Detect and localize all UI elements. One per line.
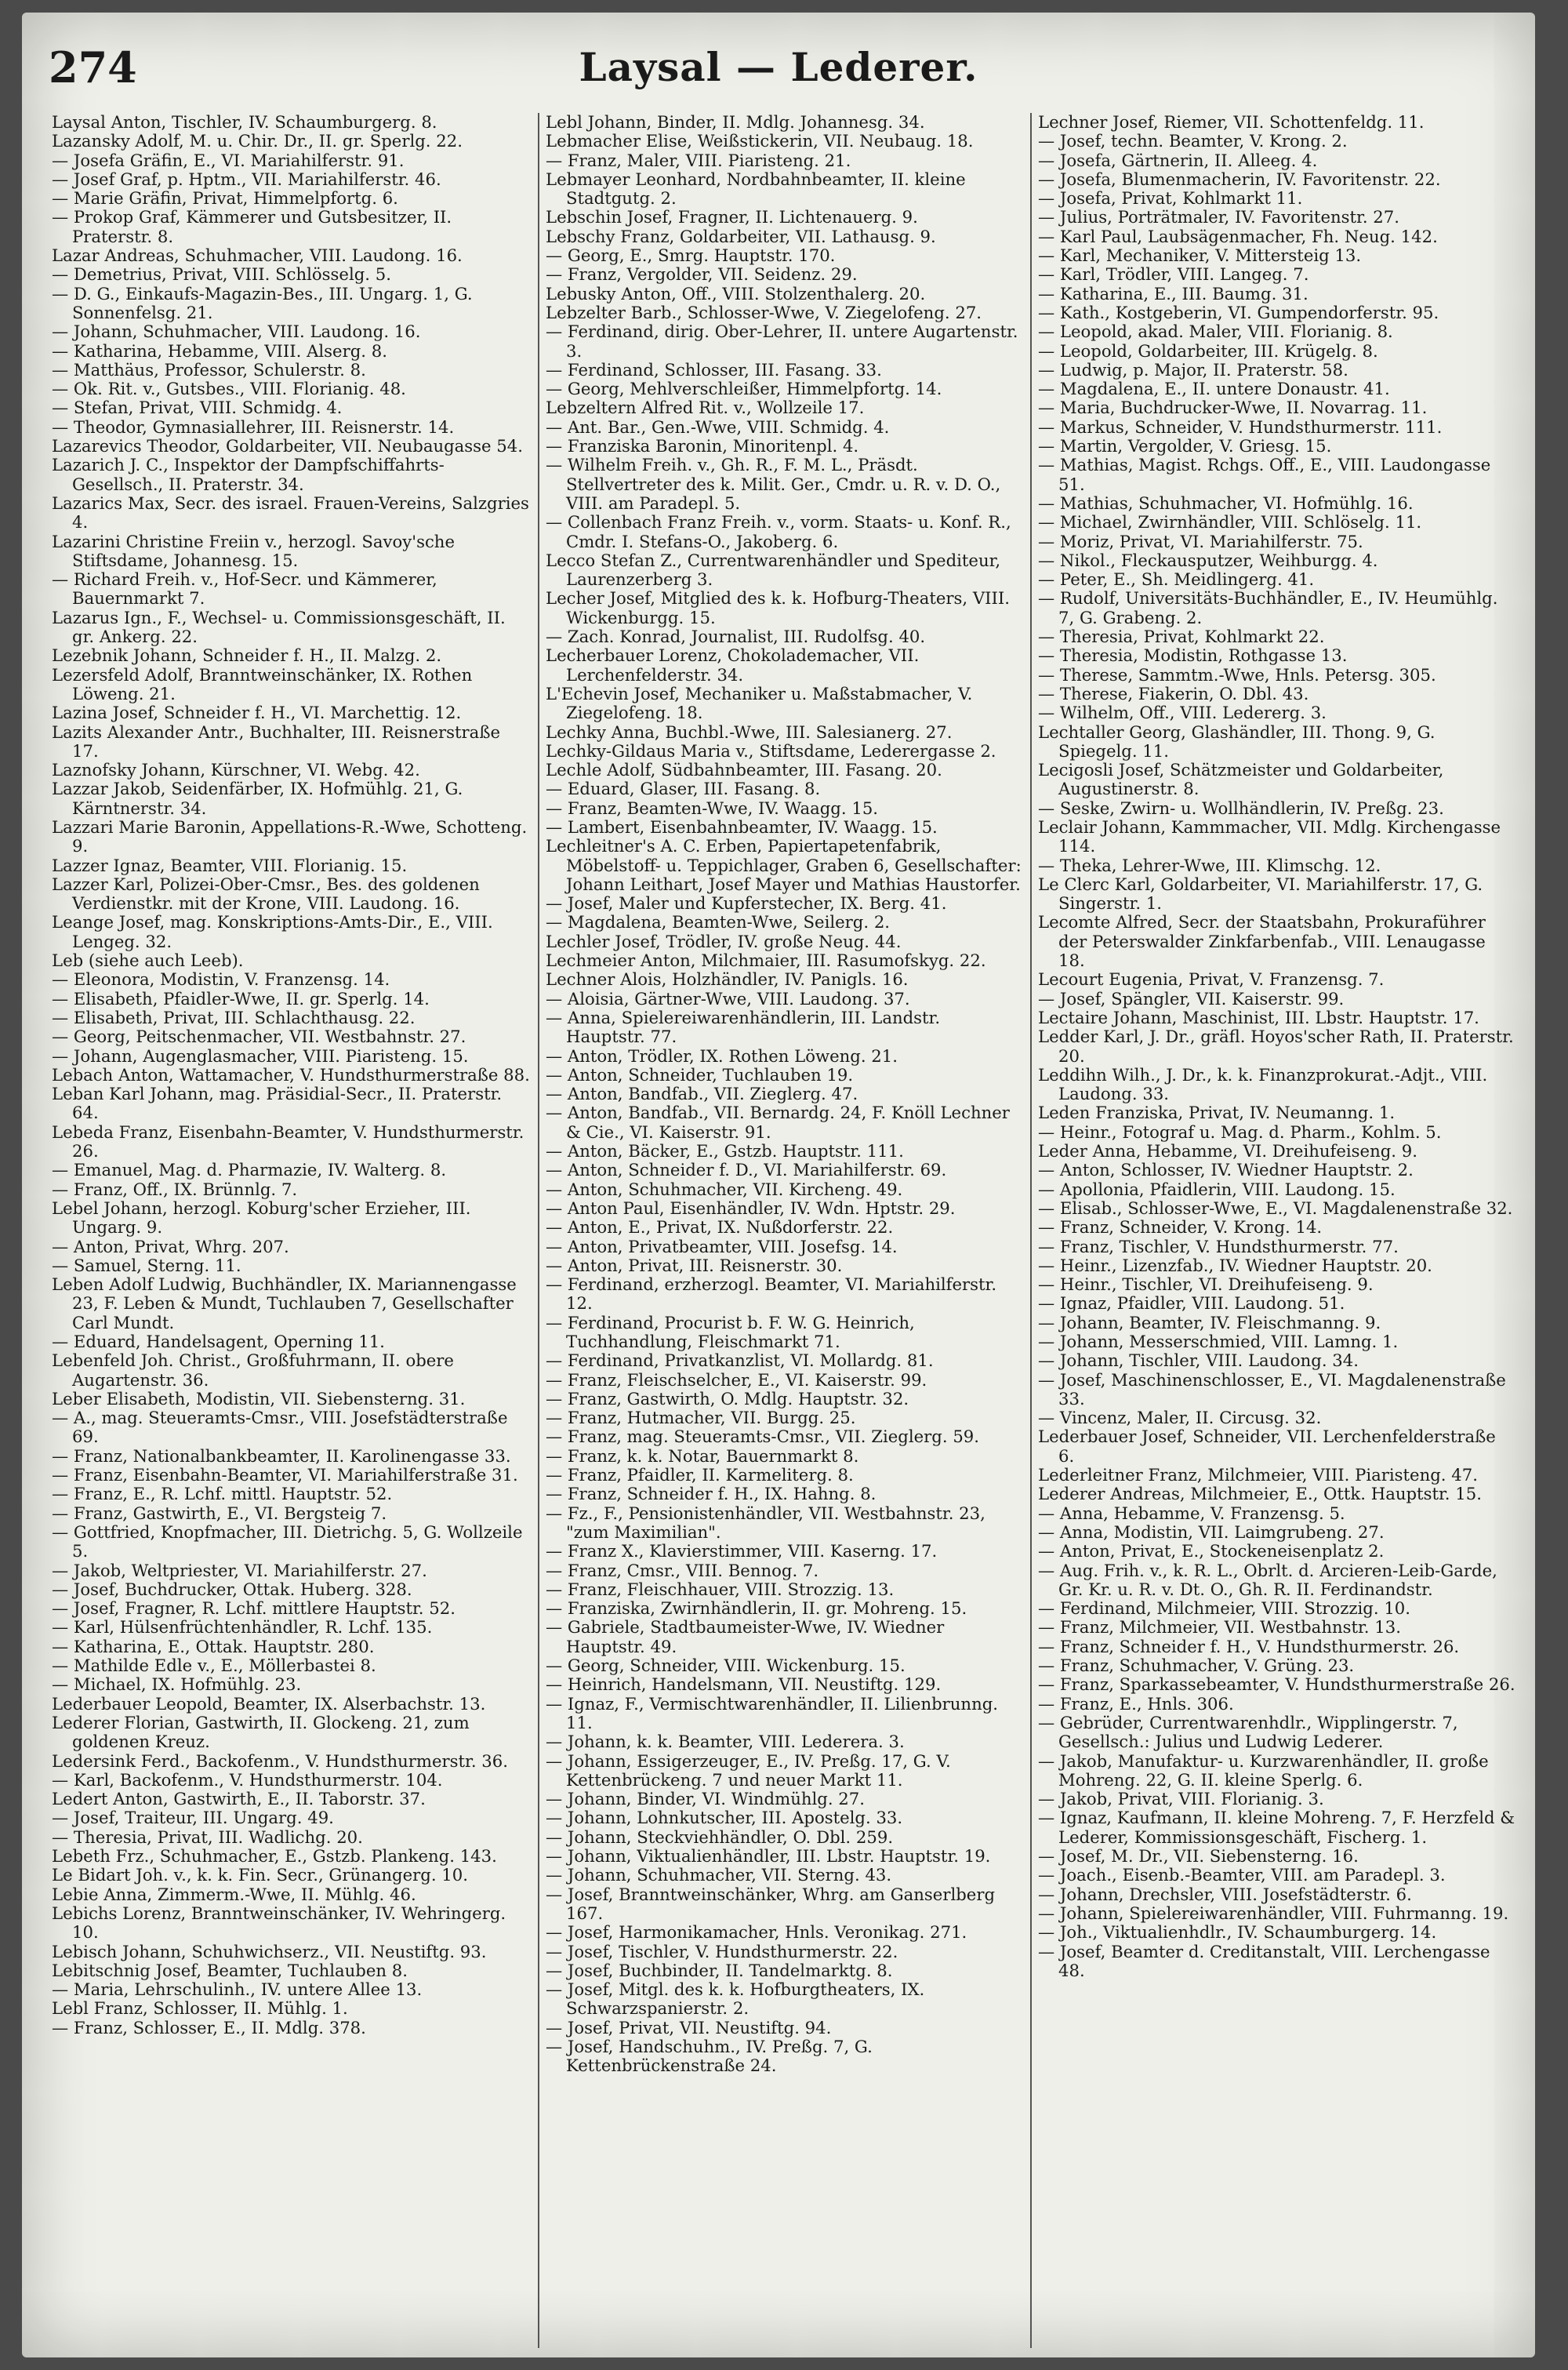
directory-entry: — Johann, Schuhmacher, VII. Sterng. 43. <box>546 1865 892 1885</box>
directory-entry: — Franz X., Klavierstimmer, VIII. Kaserng. 17. <box>546 1541 938 1561</box>
directory-entry: Lederer Andreas, Milchmeier, E., Ottk. Hauptstr. 15. <box>1038 1484 1482 1504</box>
directory-entry: — Franz, Schneider, V. Krong. 14. <box>1038 1217 1323 1238</box>
directory-entry: — Franz, Schuhmacher, V. Grüng. 23. <box>1038 1656 1355 1676</box>
directory-entry: — Eduard, Handelsagent, Operning 11. <box>52 1332 385 1351</box>
directory-entry: — Matthäus, Professor, Schulerstr. 8. <box>52 359 366 380</box>
directory-entry: — Josef, Handschuhm., IV. Preßg. 7, G. Kettenbrückenstraße 24. <box>546 2036 873 2076</box>
directory-entry: Lechky Anna, Buchbl.-Wwe, III. Salesianerg. 27. <box>546 722 953 742</box>
directory-entry: Lecigosli Josef, Schätzmeister und Goldarbeiter, Augustinerstr. 8. <box>1038 760 1444 799</box>
directory-entry: — Zach. Konrad, Journalist, III. Rudolfsg. 40. <box>546 627 926 647</box>
directory-entry: Lebzelter Barb., Schlosser-Wwe, V. Ziegelofeng. 27. <box>546 302 982 322</box>
directory-entry: — Gottfried, Knopfmacher, III. Dietrichg. 5, G. Wollzeile 5. <box>52 1521 523 1561</box>
directory-entry: Lazar Andreas, Schuhmacher, VIII. Laudong. 16. <box>52 245 463 266</box>
directory-entry: — Heinrich, Handelsmann, VII. Neustiftg. 129. <box>546 1674 942 1695</box>
directory-entry: — Katharina, E., Ottak. Hauptstr. 280. <box>52 1636 375 1656</box>
directory-entry: — Johann, Viktualienhändler, III. Lbstr. Hauptstr. 19. <box>546 1846 991 1867</box>
directory-entry: — Josefa, Privat, Kohlmarkt 11. <box>1038 188 1303 209</box>
directory-entry: — Jakob, Weltpriester, VI. Mariahilferstr. 27. <box>52 1560 427 1580</box>
directory-entry: Lebeth Frz., Schuhmacher, E., Gstzb. Plankeng. 143. <box>52 1846 497 1867</box>
directory-entry: — Johann, k. k. Beamter, VIII. Lederera. 3. <box>546 1732 905 1752</box>
directory-entry: — Magdalena, Beamten-Wwe, Seilerg. 2. <box>546 912 891 932</box>
directory-entry: — Anton, Schuhmacher, VII. Kircheng. 49. <box>546 1179 903 1199</box>
directory-entry: — Josef, Harmonikamacher, Hnls. Veronikag. 271. <box>546 1922 967 1943</box>
directory-entry: Ledder Karl, J. Dr., gräfl. Hoyos'scher Rath, II. Praterstr. 20. <box>1038 1027 1514 1066</box>
directory-entry: — Anton, Schneider, Tuchlauben 19. <box>546 1064 854 1085</box>
directory-entry: — Anton, Bandfab., VII. Zieglerg. 47. <box>546 1084 858 1104</box>
directory-entry: — Markus, Schneider, V. Hundsthurmerstr. 111. <box>1038 416 1443 437</box>
directory-entry: Lazzer Karl, Polizei-Ober-Cmsr., Bes. des goldenen Verdienstkr. mit der Krone, VIII. Laudong. 16. <box>52 874 480 914</box>
directory-entry: — Franz, k. k. Notar, Bauernmarkt 8. <box>546 1445 859 1466</box>
directory-entry: — Josef, Branntweinschänker, Whrg. am Ganserlberg 167. <box>546 1884 996 1923</box>
directory-entry: — Ludwig, p. Major, II. Praterstr. 58. <box>1038 359 1348 380</box>
directory-entry: — Franz, E., Hnls. 306. <box>1038 1693 1234 1714</box>
column-right <box>1030 113 1523 2348</box>
directory-entry: — Johann, Schuhmacher, VIII. Laudong. 16. <box>52 322 421 342</box>
directory-entry: — Anton, Schneider f. D., VI. Mariahilferstr. 69. <box>546 1160 947 1180</box>
directory-entry: — Josef, Maschinenschlosser, E., VI. Magdalenenstraße 33. <box>1038 1369 1506 1409</box>
directory-entry: — Seske, Zwirn- u. Wollhändlerin, IV. Preßg. 23. <box>1038 798 1444 818</box>
directory-entry: Lebenfeld Joh. Christ., Großfuhrmann, II. obere Augartenstr. 36. <box>52 1350 454 1390</box>
directory-entry: — Franz, Cmsr., VIII. Bennog. 7. <box>546 1560 819 1580</box>
directory-entry: — Aug. Frih. v., k. R. L., Obrlt. d. Arcieren-Leib-Garde, Gr. Kr. u. R. v. Dt. O., Gh. R. II. Ferdinandstr. <box>1038 1560 1497 1599</box>
directory-entry: — Franz, Gastwirth, E., VI. Bergsteig 7. <box>52 1503 387 1523</box>
directory-entry: Lecourt Eugenia, Privat, V. Franzensg. 7. <box>1038 969 1385 990</box>
directory-entry: Lechky-Gildaus Maria v., Stiftsdame, Lederergasse 2. <box>546 740 996 761</box>
directory-entry: Lazzar Jakob, Seidenfärber, IX. Hofmühlg. 21, G. Kärntnerstr. 34. <box>52 779 463 818</box>
directory-entry: — Franz, Schneider f. H., IX. Hahng. 8. <box>546 1484 877 1504</box>
directory-entry: Lebitschnig Josef, Beamter, Tuchlauben 8. <box>52 1960 408 1980</box>
directory-entry: Lechler Josef, Trödler, IV. große Neug. 44. <box>546 931 902 951</box>
directory-entry: — Franz, Fleischhauer, VIII. Strozzig. 13. <box>546 1579 895 1599</box>
directory-entry: — Franz, Eisenbahn-Beamter, VI. Mariahilferstraße 31. <box>52 1465 518 1485</box>
directory-entry: — Theresia, Modistin, Rothgasse 13. <box>1038 645 1348 666</box>
directory-entry: — D. G., Einkaufs-Magazin-Bes., III. Ungarg. 1, G. Sonnenfelsg. 21. <box>52 283 473 322</box>
directory-entry: — Aloisia, Gärtner-Wwe, VIII. Laudong. 37. <box>546 988 910 1009</box>
directory-entry: — Karl, Hülsenfrüchtenhändler, R. Lchf. 135. <box>52 1617 433 1638</box>
directory-entry: — Mathias, Magist. Rchgs. Off., E., VIII. Laudongasse 51. <box>1038 455 1491 494</box>
directory-entry: — Franz, Gastwirth, O. Mdlg. Hauptstr. 32. <box>546 1388 909 1409</box>
directory-entry: — Anton, E., Privat, IX. Nußdorferstr. 22. <box>546 1217 894 1238</box>
directory-entry: Leclair Johann, Kammmacher, VII. Mdlg. Kirchengasse 114. <box>1038 816 1501 856</box>
directory-entry: — Johann, Essigerzeuger, E., IV. Preßg. 17, G. V. Kettenbrückeng. 7 und neuer Markt 11. <box>546 1750 951 1790</box>
directory-entry: — Nikol., Fleckausputzer, Weihburgg. 4. <box>1038 550 1378 570</box>
directory-entry: — Karl Paul, Laubsägenmacher, Fh. Neug. 142. <box>1038 226 1438 246</box>
directory-entry: — Marie Gräfin, Privat, Himmelpfortg. 6. <box>52 188 398 209</box>
column-left <box>45 113 538 2348</box>
directory-entry: — Elisab., Schlosser-Wwe, E., VI. Magdalenenstraße 32. <box>1038 1198 1513 1218</box>
directory-entry: Lecomte Alfred, Secr. der Staatsbahn, Prokuraführer der Peterswalder Zinkfarbenfab., VIII. Lenaugasse 18. <box>1038 912 1486 971</box>
directory-entry: — Ferdinand, Privatkanzlist, VI. Mollardg. 81. <box>546 1350 934 1371</box>
directory-entry: — Franz, Pfaidler, II. Karmeliterg. 8. <box>546 1465 854 1485</box>
directory-entry: — Anton, Privat, Whrg. 207. <box>52 1236 289 1256</box>
entry-columns <box>45 113 1523 2348</box>
directory-entry: — Ignaz, Pfaidler, VIII. Laudong. 51. <box>1038 1293 1345 1314</box>
directory-entry: Lederer Florian, Gastwirth, II. Glockeng. 21, zum goldenen Kreuz. <box>52 1712 470 1752</box>
directory-entry: Lazarevics Theodor, Goldarbeiter, VII. Neubaugasse 54. <box>52 436 524 456</box>
directory-entry: L'Echevin Josef, Mechaniker u. Maßstabmacher, V. Ziegelofeng. 18. <box>546 683 973 723</box>
directory-entry: — Georg, E., Smrg. Hauptstr. 170. <box>546 245 836 266</box>
directory-entry: — Franz, Sparkassebeamter, V. Hundsthurmerstraße 26. <box>1038 1674 1515 1695</box>
directory-entry: — Karl, Trödler, VIII. Langeg. 7. <box>1038 264 1309 285</box>
directory-entry: — Ignaz, Kaufmann, II. kleine Mohreng. 7, F. Herzfeld & Lederer, Kommissionsgeschäft, Fischerg. 1. <box>1038 1808 1515 1847</box>
directory-entry: — Ferdinand, Procurist b. F. W. G. Heinrich, Tuchhandlung, Fleischmarkt 71. <box>546 1312 915 1351</box>
directory-entry: — Stefan, Privat, VIII. Schmidg. 4. <box>52 398 343 418</box>
directory-entry: — Joh., Viktualienhdlr., IV. Schaumburgerg. 14. <box>1038 1922 1437 1943</box>
directory-entry: Leb (siehe auch Leeb). <box>52 951 244 971</box>
directory-entry: — Anton Paul, Eisenhändler, IV. Wdn. Hptstr. 29. <box>546 1198 956 1218</box>
directory-entry: — Collenbach Franz Freih. v., vorm. Staats- u. Konf. R., Cmdr. I. Stefans-O., Jakoberg. 6. <box>546 512 1011 551</box>
directory-entry: — Theodor, Gymnasiallehrer, III. Reisnerstr. 14. <box>52 416 455 437</box>
directory-entry: — Theresia, Privat, Kohlmarkt 22. <box>1038 627 1325 647</box>
directory-entry: — Katharina, Hebamme, VIII. Alserg. 8. <box>52 340 387 361</box>
directory-entry: Lazarus Ign., F., Wechsel- u. Commissionsgeschäft, II. gr. Ankerg. 22. <box>52 607 506 647</box>
directory-entry: Lebel Johann, herzogl. Koburg'scher Erzieher, III. Ungarg. 9. <box>52 1198 471 1238</box>
directory-entry: — Franziska Baronin, Minoritenpl. 4. <box>546 436 859 456</box>
directory-entry: — Ok. Rit. v., Gutsbes., VIII. Florianig. 48. <box>52 379 406 399</box>
directory-entry: — A., mag. Steueramts-Cmsr., VIII. Josefstädterstraße 69. <box>52 1408 508 1447</box>
directory-entry: — Franz, Schneider f. H., V. Hundsthurmerstr. 26. <box>1038 1636 1460 1656</box>
directory-entry: Lazarics Max, Secr. des israel. Frauen-Vereins, Salzgries 4. <box>52 493 529 533</box>
directory-entry: Lectaire Johann, Maschinist, III. Lbstr. Hauptstr. 17. <box>1038 1007 1479 1027</box>
directory-entry: — Johann, Beamter, IV. Fleischmanng. 9. <box>1038 1312 1381 1332</box>
directory-entry: — Michael, Zwirnhändler, VIII. Schlöselg. 11. <box>1038 512 1422 533</box>
directory-entry: — Moriz, Privat, VI. Mariahilferstr. 75. <box>1038 531 1363 551</box>
directory-entry: — Joach., Eisenb.-Beamter, VIII. am Paradepl. 3. <box>1038 1865 1446 1885</box>
directory-entry: — Georg, Schneider, VIII. Wickenburg. 15. <box>546 1656 906 1676</box>
directory-entry: Lebichs Lorenz, Branntweinschänker, IV. Wehringerg. 10. <box>52 1903 506 1943</box>
directory-entry: — Johann, Messerschmied, VIII. Lamng. 1. <box>1038 1332 1399 1351</box>
directory-entry: — Eduard, Glaser, III. Fasang. 8. <box>546 779 821 799</box>
directory-entry: — Mathias, Schuhmacher, VI. Hofmühlg. 16. <box>1038 493 1414 513</box>
directory-entry: — Michael, IX. Hofmühlg. 23. <box>52 1674 302 1695</box>
directory-entry: — Leopold, Goldarbeiter, III. Krügelg. 8. <box>1038 340 1378 361</box>
directory-entry: — Elisabeth, Privat, III. Schlachthausg. 22. <box>52 1007 416 1027</box>
directory-entry: — Josef Graf, p. Hptm., VII. Mariahilferstr. 46. <box>52 169 441 189</box>
directory-entry: — Magdalena, E., II. untere Donaustr. 41. <box>1038 379 1390 399</box>
directory-entry: — Josef, Tischler, V. Hundsthurmerstr. 22. <box>546 1941 898 1961</box>
directory-entry: Lechtaller Georg, Glashändler, III. Thong. 9, G. Spiegelg. 11. <box>1038 722 1436 761</box>
directory-entry: — Anton, Trödler, IX. Rothen Löweng. 21. <box>546 1045 898 1066</box>
directory-entry: — Josefa, Gärtnerin, II. Alleeg. 4. <box>1038 150 1318 170</box>
directory-entry: — Josef, Spängler, VII. Kaiserstr. 99. <box>1038 988 1345 1009</box>
directory-entry: — Elisabeth, Pfaidler-Wwe, II. gr. Sperlg. 14. <box>52 988 430 1009</box>
directory-entry: — Josef, Traiteur, III. Ungarg. 49. <box>52 1808 334 1828</box>
directory-entry: — Franz, Nationalbankbeamter, II. Karolinengasse 33. <box>52 1445 511 1466</box>
directory-entry: Ledersink Ferd., Backofenm., V. Hundsthurmerstr. 36. <box>52 1750 508 1771</box>
directory-entry: — Ferdinand, Schlosser, III. Fasang. 33. <box>546 359 882 380</box>
directory-entry: — Franz, Fleischselcher, E., VI. Kaiserstr. 99. <box>546 1369 927 1390</box>
directory-entry: — Apollonia, Pfaidlerin, VIII. Laudong. 15. <box>1038 1179 1396 1199</box>
directory-entry: — Josef, Buchbinder, II. Tandelmarktg. 8. <box>546 1960 893 1980</box>
directory-entry: Lazansky Adolf, M. u. Chir. Dr., II. gr. Sperlg. 22. <box>52 131 463 151</box>
directory-entry: — Richard Freih. v., Hof-Secr. und Kämmerer, Bauernmarkt 7. <box>52 569 437 609</box>
directory-entry: — Lambert, Eisenbahnbeamter, IV. Waagg. 15. <box>546 816 938 837</box>
directory-entry: — Ferdinand, erzherzogl. Beamter, VI. Mariahilferstr. 12. <box>546 1274 997 1314</box>
directory-entry: Lederleitner Franz, Milchmeier, VIII. Piaristeng. 47. <box>1038 1465 1478 1485</box>
directory-entry: Lazzer Ignaz, Beamter, VIII. Florianig. 15. <box>52 855 408 875</box>
directory-entry: — Theka, Lehrer-Wwe, III. Klimschg. 12. <box>1038 855 1381 875</box>
directory-entry: — Johann, Augenglasmacher, VIII. Piaristeng. 15. <box>52 1045 469 1066</box>
directory-entry: — Franz, Milchmeier, VII. Westbahnstr. 13. <box>1038 1617 1401 1638</box>
directory-entry: — Franz, Beamten-Wwe, IV. Waagg. 15. <box>546 798 879 818</box>
directory-entry: Lebmayer Leonhard, Nordbahnbeamter, II. kleine Stadtgutg. 2. <box>546 169 966 209</box>
directory-entry: — Wilhelm Freih. v., Gh. R., F. M. L., Präsdt. Stellvertreter des k. Milit. Ger., Cmdr. u. R. v. D. O., VIII. am Paradepl. 5. <box>546 455 1001 513</box>
directory-entry: — Martin, Vergolder, V. Griesg. 15. <box>1038 436 1332 456</box>
directory-entry: Lebschin Josef, Fragner, II. Lichtenauerg. 9. <box>546 207 918 227</box>
directory-entry: Leange Josef, mag. Konskriptions-Amts-Dir., E., VIII. Lengeg. 32. <box>52 912 493 951</box>
directory-entry: Leban Karl Johann, mag. Präsidial-Secr., II. Praterstr. 64. <box>52 1084 503 1123</box>
directory-entry: — Franz, Off., IX. Brünnlg. 7. <box>52 1179 298 1199</box>
directory-entry: Lebzeltern Alfred Rit. v., Wollzeile 17. <box>546 398 865 418</box>
directory-entry: — Demetrius, Privat, VIII. Schlösselg. 5. <box>52 264 391 285</box>
directory-entry: — Josef, M. Dr., VII. Siebensterng. 16. <box>1038 1846 1359 1867</box>
directory-entry: — Anton, Bäcker, E., Gstzb. Hauptstr. 111. <box>546 1141 904 1161</box>
directory-entry: Lebeda Franz, Eisenbahn-Beamter, V. Hundsthurmerstr. 26. <box>52 1121 524 1161</box>
directory-entry: Leder Anna, Hebamme, VI. Dreihufeiseng. 9. <box>1038 1141 1417 1161</box>
directory-entry: — Maria, Lehrschulinh., IV. untere Allee 13. <box>52 1979 423 2000</box>
directory-entry: — Eleonora, Modistin, V. Franzensg. 14. <box>52 969 390 990</box>
directory-entry: — Anna, Spielereiwarenhändlerin, III. Landstr. Hauptstr. 77. <box>546 1007 941 1047</box>
directory-entry: Lebmacher Elise, Weißstickerin, VII. Neubaug. 18. <box>546 131 974 151</box>
directory-entry: — Ant. Bar., Gen.-Wwe, VIII. Schmidg. 4. <box>546 416 890 437</box>
directory-entry: — Gabriele, Stadtbaumeister-Wwe, IV. Wiedner Hauptstr. 49. <box>546 1617 945 1656</box>
directory-entry: Lechner Josef, Riemer, VII. Schottenfeldg. 11. <box>1038 113 1425 132</box>
directory-entry: Lazina Josef, Schneider f. H., VI. Marchettig. 12. <box>52 703 462 723</box>
directory-entry: — Georg, Peitschenmacher, VII. Westbahnstr. 27. <box>52 1027 466 1047</box>
directory-entry: — Maria, Buchdrucker-Wwe, II. Novarrag. 11. <box>1038 398 1428 418</box>
directory-entry: Lecco Stefan Z., Currentwarenhändler und Spediteur, Laurenzerberg 3. <box>546 550 1001 590</box>
directory-entry: — Ferdinand, dirig. Ober-Lehrer, II. untere Augartenstr. 3. <box>546 322 1018 361</box>
directory-entry: — Rudolf, Universitäts-Buchhändler, E., IV. Heumühlg. 7, G. Grabeng. 2. <box>1038 588 1498 627</box>
directory-entry: — Josefa Gräfin, E., VI. Mariahilferstr. 91. <box>52 150 405 170</box>
directory-entry: — Fz., F., Pensionistenhändler, VII. Westbahnstr. 23, "zum Maximilian". <box>546 1503 985 1542</box>
directory-entry: — Kath., Kostgeberin, VI. Gumpendorferstr. 95. <box>1038 302 1439 322</box>
directory-entry: Lebisch Johann, Schuhwichserz., VII. Neustiftg. 93. <box>52 1941 487 1961</box>
directory-entry: Le Bidart Joh. v., k. k. Fin. Secr., Grünangerg. 10. <box>52 1865 468 1885</box>
directory-entry: Lecher Josef, Mitglied des k. k. Hofburg-Theaters, VIII. Wickenburgg. 15. <box>546 588 1010 627</box>
running-head: Laysal — Lederer. <box>579 44 978 90</box>
directory-entry: — Leopold, akad. Maler, VIII. Florianig. 8. <box>1038 322 1393 342</box>
directory-entry: — Georg, Mehlverschleißer, Himmelpfortg. 14. <box>546 379 942 399</box>
directory-entry: Lederbauer Josef, Schneider, VII. Lerchenfelderstraße 6. <box>1038 1427 1496 1466</box>
directory-entry: — Franz, Vergolder, VII. Seidenz. 29. <box>546 264 858 285</box>
directory-entry: — Franz, Hutmacher, VII. Burgg. 25. <box>546 1408 856 1428</box>
directory-entry: — Jakob, Manufaktur- u. Kurzwarenhändler, II. große Mohreng. 22, G. II. kleine Sperlg. 6. <box>1038 1750 1489 1790</box>
directory-entry: — Josef, techn. Beamter, V. Krong. 2. <box>1038 131 1348 151</box>
directory-entry: Lezersfeld Adolf, Branntweinschänker, IX. Rothen Löweng. 21. <box>52 664 473 703</box>
directory-entry: — Karl, Backofenm., V. Hundsthurmerstr. 104. <box>52 1769 443 1790</box>
directory-entry: — Anton, Privat, E., Stockeneisenplatz 2. <box>1038 1541 1385 1561</box>
directory-entry: — Therese, Sammtm.-Wwe, Hnls. Petersg. 305. <box>1038 664 1436 685</box>
directory-entry: — Johann, Drechsler, VIII. Josefstädterstr. 6. <box>1038 1884 1412 1904</box>
directory-entry: — Jakob, Privat, VIII. Florianig. 3. <box>1038 1789 1324 1809</box>
directory-entry: — Emanuel, Mag. d. Pharmazie, IV. Walterg. 8. <box>52 1160 447 1180</box>
directory-entry: Leber Elisabeth, Modistin, VII. Siebensterng. 31. <box>52 1388 466 1409</box>
directory-entry: Lazzari Marie Baronin, Appellations-R.-Wwe, Schotteng. 9. <box>52 816 528 856</box>
directory-entry: — Karl, Mechaniker, V. Mittersteig 13. <box>1038 245 1362 266</box>
directory-entry: — Theresia, Privat, III. Wadlichg. 20. <box>52 1827 363 1847</box>
page-number: 274 <box>49 42 137 93</box>
directory-entry: — Therese, Fiakerin, O. Dbl. 43. <box>1038 683 1309 703</box>
directory-entry: — Josef, Buchdrucker, Ottak. Huberg. 328. <box>52 1579 412 1599</box>
directory-entry: — Gebrüder, Currentwarenhdlr., Wipplingerstr. 7, Gesellsch.: Julius und Ludwig Lederer. <box>1038 1712 1458 1752</box>
directory-entry: — Josef, Fragner, R. Lchf. mittlere Hauptstr. 52. <box>52 1598 456 1619</box>
directory-entry: — Franziska, Zwirnhändlerin, II. gr. Mohreng. 15. <box>546 1598 967 1619</box>
directory-entry: — Heinr., Fotograf u. Mag. d. Pharm., Kohlm. 5. <box>1038 1121 1442 1142</box>
directory-entry: — Prokop Graf, Kämmerer und Gutsbesitzer, II. Praterstr. 8. <box>52 207 452 246</box>
directory-entry: — Josef, Beamter d. Creditanstalt, VIII. Lerchengasse 48. <box>1038 1941 1490 1980</box>
directory-entry: Laznofsky Johann, Kürschner, VI. Webg. 42. <box>52 760 420 780</box>
directory-entry: Laysal Anton, Tischler, IV. Schaumburgerg. 8. <box>52 113 437 132</box>
directory-entry: — Johann, Steckviehhändler, O. Dbl. 259. <box>546 1827 894 1847</box>
directory-entry: Lebie Anna, Zimmerm.-Wwe, II. Mühlg. 46. <box>52 1884 416 1904</box>
directory-entry: — Mathilde Edle v., E., Möllerbastei 8. <box>52 1656 376 1676</box>
directory-entry: — Franz, E., R. Lchf. mittl. Hauptstr. 52. <box>52 1484 393 1504</box>
directory-entry: — Johann, Spielereiwarenhändler, VIII. Fuhrmanng. 19. <box>1038 1903 1509 1923</box>
directory-entry: Lebl Franz, Schlosser, II. Mühlg. 1. <box>52 1998 348 2019</box>
directory-entry: — Johann, Tischler, VIII. Laudong. 34. <box>1038 1350 1359 1371</box>
directory-entry: — Josef, Privat, VII. Neustiftg. 94. <box>546 2017 832 2037</box>
directory-entry: — Heinr., Lizenzfab., IV. Wiedner Hauptstr. 20. <box>1038 1255 1432 1275</box>
directory-entry: — Samuel, Sterng. 11. <box>52 1255 241 1275</box>
directory-entry: Ledert Anton, Gastwirth, E., II. Taborstr. 37. <box>52 1789 426 1809</box>
directory-entry: Lazits Alexander Antr., Buchhalter, III. Reisnerstraße 17. <box>52 722 501 761</box>
directory-entry: Lechleitner's A. C. Erben, Papiertapetenfabrik, Möbelstoff- u. Teppichlager, Graben 6, Gesellschafter: Johann Leithart, Josef Mayer und Mathias Haustorfer. <box>546 836 1022 894</box>
directory-entry: Lebschy Franz, Goldarbeiter, VII. Lathausg. 9. <box>546 226 936 246</box>
directory-entry: — Wilhelm, Off., VIII. Ledererg. 3. <box>1038 703 1327 723</box>
directory-entry: — Franz, Schlosser, E., II. Mdlg. 378. <box>52 2017 366 2037</box>
directory-entry: Lechner Alois, Holzhändler, IV. Panigls. 16. <box>546 969 909 990</box>
directory-page <box>22 13 1535 2357</box>
directory-entry: Lederbauer Leopold, Beamter, IX. Alserbachstr. 13. <box>52 1693 486 1714</box>
directory-entry: — Peter, E., Sh. Meidlingerg. 41. <box>1038 569 1315 590</box>
directory-entry: — Johann, Binder, VI. Windmühlg. 27. <box>546 1789 865 1809</box>
directory-entry: Lechle Adolf, Südbahnbeamter, III. Fasang. 20. <box>546 760 942 780</box>
directory-entry: Le Clerc Karl, Goldarbeiter, VI. Mariahilferstr. 17, G. Singerstr. 1. <box>1038 874 1483 914</box>
directory-entry: — Katharina, E., III. Baumg. 31. <box>1038 283 1308 304</box>
directory-entry: — Vincenz, Maler, II. Circusg. 32. <box>1038 1408 1322 1428</box>
directory-entry: — Anna, Hebamme, V. Franzensg. 5. <box>1038 1503 1345 1523</box>
directory-entry: Lecherbauer Lorenz, Chokolademacher, VII. Lerchenfelderstr. 34. <box>546 645 920 685</box>
directory-entry: Lazarich J. C., Inspektor der Dampfschiffahrts-Gesellsch., II. Praterstr. 34. <box>52 455 445 494</box>
directory-entry: — Anton, Privat, III. Reisnerstr. 30. <box>546 1255 843 1275</box>
directory-entry: — Ignaz, F., Vermischtwarenhändler, II. Lilienbrunng. 11. <box>546 1693 999 1732</box>
directory-entry: — Johann, Lohnkutscher, III. Apostelg. 33. <box>546 1808 903 1828</box>
directory-entry: Lazarini Christine Freiin v., herzogl. Savoy'sche Stiftsdame, Johannesg. 15. <box>52 531 455 570</box>
directory-entry: Leden Franziska, Privat, IV. Neumanng. 1. <box>1038 1103 1396 1123</box>
directory-entry: Leben Adolf Ludwig, Buchhändler, IX. Mariannengasse 23, F. Leben & Mundt, Tuchlauben 7, Gesellschafter Carl Mundt. <box>52 1274 517 1332</box>
directory-entry: Lezebnik Johann, Schneider f. H., II. Malzg. 2. <box>52 645 442 666</box>
directory-entry: — Franz, mag. Steueramts-Cmsr., VII. Zieglerg. 59. <box>546 1427 980 1447</box>
directory-entry: Leddihn Wilh., J. Dr., k. k. Finanzprokurat.-Adjt., VIII. Laudong. 33. <box>1038 1064 1488 1104</box>
directory-entry: — Josef, Mitgl. des k. k. Hofburgtheaters, IX. Schwarzspanierstr. 2. <box>546 1979 925 2019</box>
directory-entry: — Josef, Maler und Kupferstecher, IX. Berg. 41. <box>546 893 947 914</box>
directory-entry: Lechmeier Anton, Milchmaier, III. Rasumofskyg. 22. <box>546 951 986 971</box>
directory-entry: — Franz, Maler, VIII. Piaristeng. 21. <box>546 150 851 170</box>
directory-entry: — Anton, Schlosser, IV. Wiedner Hauptstr. 2. <box>1038 1160 1414 1180</box>
directory-entry: — Josefa, Blumenmacherin, IV. Favoritenstr. 22. <box>1038 169 1441 189</box>
directory-entry: — Franz, Tischler, V. Hundsthurmerstr. 77. <box>1038 1236 1399 1256</box>
directory-entry: — Anton, Privatbeamter, VIII. Josefsg. 14. <box>546 1236 898 1256</box>
directory-entry: Lebl Johann, Binder, II. Mdlg. Johannesg. 34. <box>546 113 925 132</box>
directory-entry: — Ferdinand, Milchmeier, VIII. Strozzig. 10. <box>1038 1598 1411 1619</box>
directory-entry: Lebach Anton, Wattamacher, V. Hundsthurmerstraße 88. <box>52 1064 530 1085</box>
directory-entry: Lebusky Anton, Off., VIII. Stolzenthalerg. 20. <box>546 283 926 304</box>
directory-entry: — Heinr., Tischler, VI. Dreihufeiseng. 9. <box>1038 1274 1374 1295</box>
column-middle <box>538 113 1030 2348</box>
directory-entry: — Anna, Modistin, VII. Laimgrubeng. 27. <box>1038 1521 1385 1542</box>
directory-entry: — Anton, Bandfab., VII. Bernardg. 24, F. Knöll Lechner & Cie., VI. Kaiserstr. 91. <box>546 1103 1010 1142</box>
directory-entry: — Julius, Porträtmaler, IV. Favoritenstr. 27. <box>1038 207 1399 227</box>
